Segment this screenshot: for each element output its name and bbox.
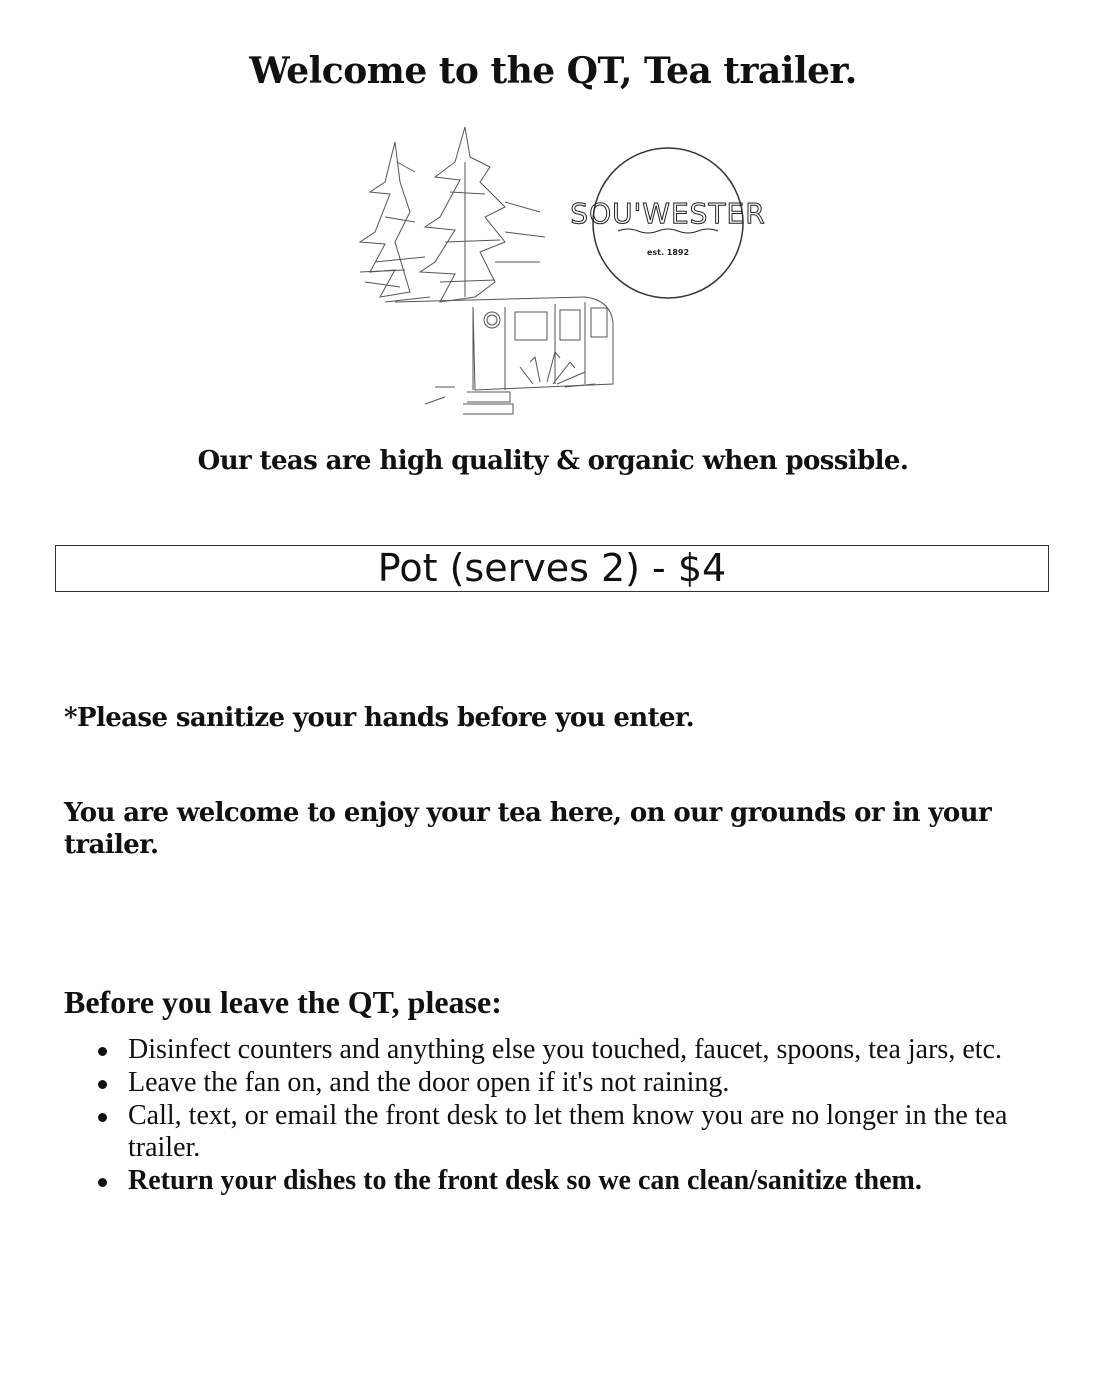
list-item (64, 1034, 1044, 1066)
trailer-trees-illustration (355, 122, 625, 422)
souwester-logo (570, 145, 766, 301)
list-item-text: Call, text, or email the front desk to let them know you are no longer in the tea trailer. (128, 1100, 1008, 1163)
price-box (55, 545, 1049, 592)
sanitize-note: *Please sanitize your hands before you enter. (64, 703, 695, 733)
list-item (64, 1067, 1044, 1099)
leave-heading: Before you leave the QT, please: (64, 984, 502, 1020)
page-title: Welcome to the QT, Tea trailer. (249, 50, 857, 92)
bullet-icon (98, 1047, 107, 1056)
bullet-icon (98, 1178, 107, 1187)
svg-text:est. 1892: est. 1892 (646, 248, 690, 257)
svg-text:SOU'WESTER: SOU'WESTER (570, 197, 766, 230)
bullet-icon (98, 1113, 107, 1122)
price-text: Pot (serves 2) - $4 (377, 546, 727, 590)
enjoy-note: You are welcome to enjoy your tea here, on our grounds or in your trailer. (64, 798, 992, 860)
leave-checklist (64, 1034, 1044, 1198)
list-item-text: Return your dishes to the front desk so we can clean/sanitize them. (128, 1165, 922, 1196)
quality-statement: Our teas are high quality & organic when possible. (197, 446, 909, 476)
list-item (64, 1100, 1044, 1164)
list-item-text: Leave the fan on, and the door open if it's not raining. (128, 1067, 730, 1098)
bullet-icon (98, 1080, 107, 1089)
list-item (64, 1165, 1044, 1197)
list-item-text: Disinfect counters and anything else you touched, faucet, spoons, tea jars, etc. (128, 1034, 1002, 1065)
